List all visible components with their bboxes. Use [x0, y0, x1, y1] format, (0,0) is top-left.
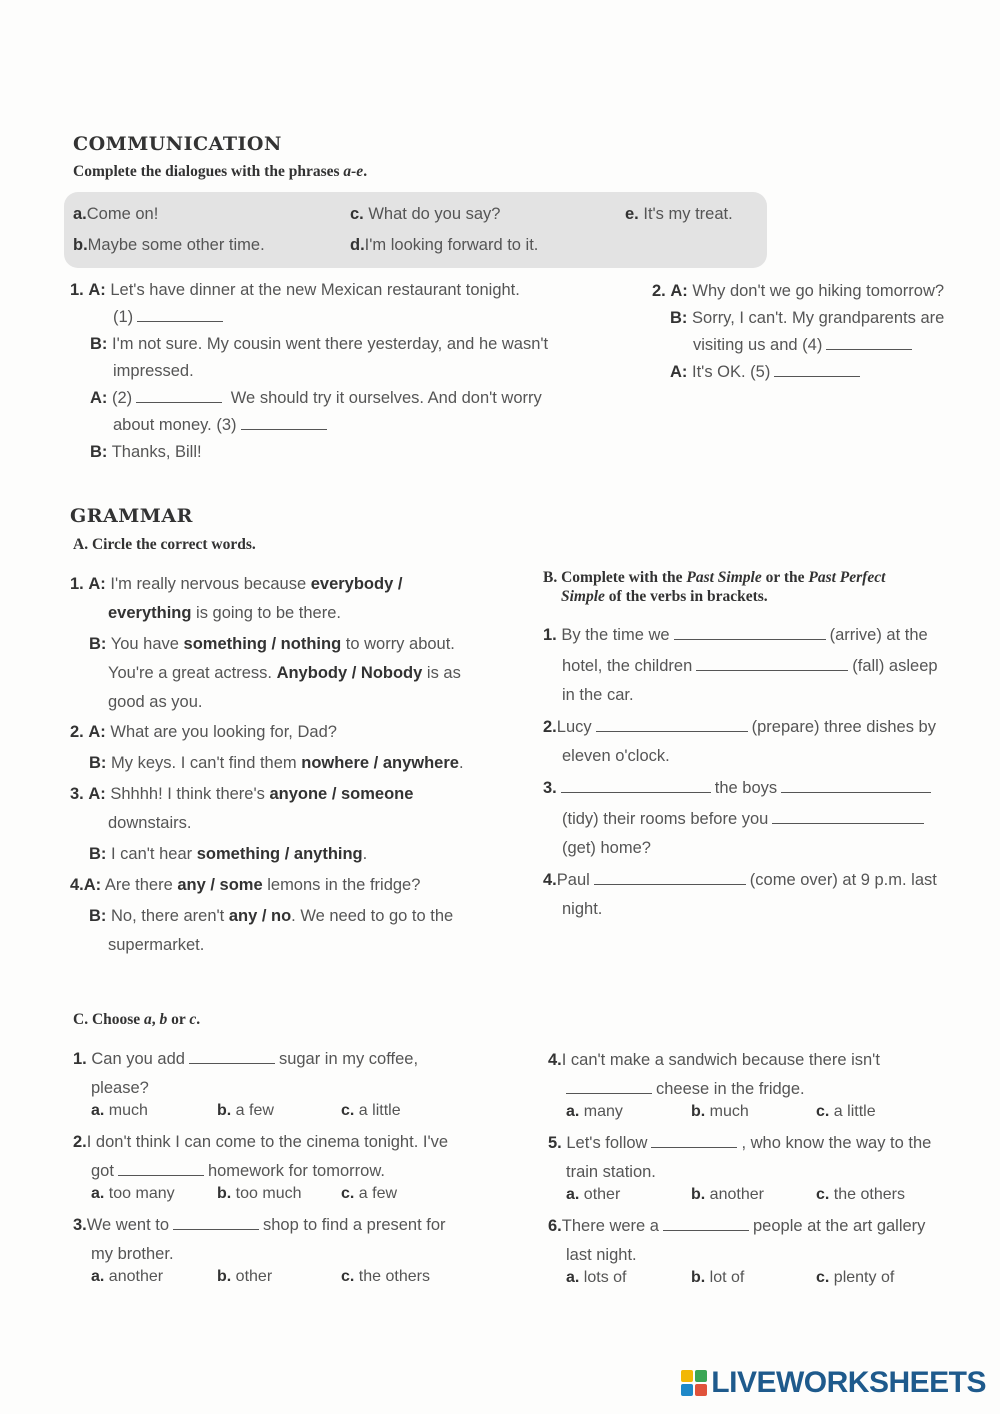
grammar-c-instruction: C. Choose a, b or c. [73, 1011, 201, 1028]
a-q1-line5: good as you. [108, 693, 203, 711]
logo-text: LIVEWORKSHEETS [711, 1366, 986, 1399]
choice[interactable]: everybody / [310, 575, 403, 593]
c-q3-option-c[interactable]: c. the others [341, 1268, 430, 1285]
a-q4-line1: 4.A: Are there any / some lemons in the fridge? [70, 876, 421, 894]
blank-c1[interactable] [189, 1049, 275, 1064]
liveworksheets-logo[interactable] [681, 1366, 986, 1400]
c-q1-option-b[interactable]: b. a few [217, 1102, 274, 1119]
choice[interactable]: everything [108, 604, 192, 622]
choice[interactable]: Anybody / Nobody [276, 664, 423, 682]
choice[interactable]: nowhere / anywhere [301, 754, 459, 772]
a-q2-line1: 2. A: What are you looking for, Dad? [70, 723, 337, 741]
b-q3-line1: 3. the boys [543, 778, 935, 798]
c-q5-line1: 5. Let's follow , who know the way to the [548, 1134, 932, 1152]
blank-2[interactable] [136, 388, 222, 403]
c-q4-line2: cheese in the fridge. [566, 1079, 805, 1099]
blank-b3c[interactable] [772, 809, 924, 824]
c-q6-line1: 6.There were a people at the art gallery [548, 1217, 926, 1235]
dialogue1-line4: impressed. [113, 362, 194, 380]
c-q1-line1: 1. Can you add sugar in my coffee, [73, 1050, 419, 1068]
c-q1-option-a[interactable]: a. much [91, 1102, 148, 1119]
dialogue1-line5: A: (2) We should try it ourselves. And don't worry [90, 389, 542, 407]
grammar-b-instruction: B. Complete with the Past Simple or the Past Perfect Simple of the verbs in brackets. [543, 569, 886, 605]
c-q5-line2: train station. [566, 1163, 656, 1181]
blank-b1b[interactable] [696, 656, 848, 671]
a-q1-line2: everything is going to be there. [108, 604, 341, 622]
dialogue2-line4: A: It's OK. (5) [670, 362, 864, 382]
c-q4-line1: 4.I can't make a sandwich because there isn't [548, 1051, 880, 1069]
a-q4-line3: supermarket. [108, 936, 205, 954]
c-q3-option-b[interactable]: b. other [217, 1268, 273, 1285]
a-q1-line1: 1. A: I'm really nervous because everybody / [70, 575, 403, 593]
c-q2-option-a[interactable]: a. too many [91, 1185, 175, 1202]
dialogue1-line2: (1) [113, 307, 227, 327]
blank-c2[interactable] [118, 1161, 204, 1176]
c-q6-line2: last night. [566, 1246, 637, 1264]
choice[interactable]: anyone / someone [269, 785, 414, 803]
c-q6-option-a[interactable]: a. lots of [566, 1269, 627, 1286]
blank-c5[interactable] [651, 1133, 737, 1148]
phrase-b: b.Maybe some other time. [73, 236, 265, 254]
dialogue1-line3: B: I'm not sure. My cousin went there yesterday, and he wasn't [90, 335, 549, 353]
dialogue1-line6: about money. (3) [113, 415, 331, 435]
blank-5[interactable] [774, 362, 860, 377]
grammar-title: GRAMMAR [70, 505, 193, 527]
c-q5-option-b[interactable]: b. another [691, 1186, 764, 1203]
grammar-a-instruction: A. Circle the correct words. [73, 536, 256, 553]
b-q1-line3: in the car. [562, 686, 634, 704]
c-q4-option-b[interactable]: b. much [691, 1103, 749, 1120]
c-q5-option-c[interactable]: c. the others [816, 1186, 905, 1203]
c-q5-option-a[interactable]: a. other [566, 1186, 621, 1203]
choice[interactable]: something / nothing [183, 635, 342, 653]
b-q2-line1: 2.Lucy (prepare) three dishes by [543, 718, 936, 736]
blank-c3[interactable] [173, 1215, 259, 1230]
choice[interactable]: any / no [228, 907, 292, 925]
b-q2-line2: eleven o'clock. [562, 747, 670, 765]
phrase-d: d.I'm looking forward to it. [350, 236, 539, 254]
blank-b4[interactable] [594, 870, 746, 885]
a-q3-line1: 3. A: Shhhh! I think there's anyone / someone [70, 785, 414, 803]
a-q2-line2: B: My keys. I can't find them nowhere / anywhere. [89, 754, 464, 772]
dialogue2-line2: B: Sorry, I can't. My grandparents are [670, 309, 945, 327]
b-q4-line1: 4.Paul (come over) at 9 p.m. last [543, 871, 937, 889]
phrase-a: a.Come on! [73, 205, 159, 223]
b-q3-line2: (tidy) their rooms before you [562, 809, 928, 829]
c-q3-line2: my brother. [91, 1245, 174, 1263]
choice[interactable]: something / anything [196, 845, 363, 863]
b-q3-line3: (get) home? [562, 839, 651, 857]
communication-instruction: Complete the dialogues with the phrases a-e. [73, 163, 368, 180]
c-q2-option-c[interactable]: c. a few [341, 1185, 398, 1202]
b-q1-line2: hotel, the children (fall) asleep [562, 657, 938, 675]
c-q2-line1: 2.I don't think I can come to the cinema tonight. I've [73, 1133, 449, 1151]
communication-title: COMMUNICATION [73, 133, 282, 155]
dialogue2-line1: 2. A: Why don't we go hiking tomorrow? [652, 282, 945, 300]
b-q4-line2: night. [562, 900, 603, 918]
blank-3[interactable] [241, 415, 327, 430]
c-q2-option-b[interactable]: b. too much [217, 1185, 302, 1202]
c-q1-option-c[interactable]: c. a little [341, 1102, 401, 1119]
dialogue2-line3: visiting us and (4) [693, 335, 916, 355]
a-q4-line2: B: No, there aren't any / no. We need to go to the [89, 907, 454, 925]
phrase-e: e. It's my treat. [625, 205, 733, 223]
c-q1-line2: please? [91, 1079, 149, 1097]
c-q3-line1: 3.We went to shop to find a present for [73, 1216, 446, 1234]
a-q1-line4: You're a great actress. Anybody / Nobody is as [108, 664, 461, 682]
blank-c4[interactable] [566, 1079, 652, 1094]
blank-1[interactable] [137, 307, 223, 322]
b-q1-line1: 1. By the time we (arrive) at the [543, 626, 928, 644]
c-q6-option-b[interactable]: b. lot of [691, 1269, 745, 1286]
a-q3-line2: downstairs. [108, 814, 192, 832]
blank-b1a[interactable] [674, 625, 826, 640]
c-q6-option-c[interactable]: c. plenty of [816, 1269, 895, 1286]
c-q4-option-a[interactable]: a. many [566, 1103, 623, 1120]
dialogue1-line1: 1. A: Let's have dinner at the new Mexican restaurant tonight. [70, 281, 520, 299]
blank-b3a[interactable] [561, 778, 711, 793]
choice[interactable]: any / some [177, 876, 263, 894]
a-q3-line3: B: I can't hear something / anything. [89, 845, 368, 863]
c-q2-line2: got homework for tomorrow. [91, 1162, 385, 1180]
dialogue1-line7: B: Thanks, Bill! [90, 443, 202, 461]
logo-grid-icon [681, 1370, 707, 1396]
blank-4[interactable] [826, 335, 912, 350]
phrase-c: c. What do you say? [350, 205, 501, 223]
blank-b3b[interactable] [781, 778, 931, 793]
a-q1-line3: B: You have something / nothing to worry about. [89, 635, 455, 653]
blank-c6[interactable] [663, 1216, 749, 1231]
c-q4-option-c[interactable]: c. a little [816, 1103, 876, 1120]
c-q3-option-a[interactable]: a. another [91, 1268, 164, 1285]
blank-b2[interactable] [596, 717, 748, 732]
